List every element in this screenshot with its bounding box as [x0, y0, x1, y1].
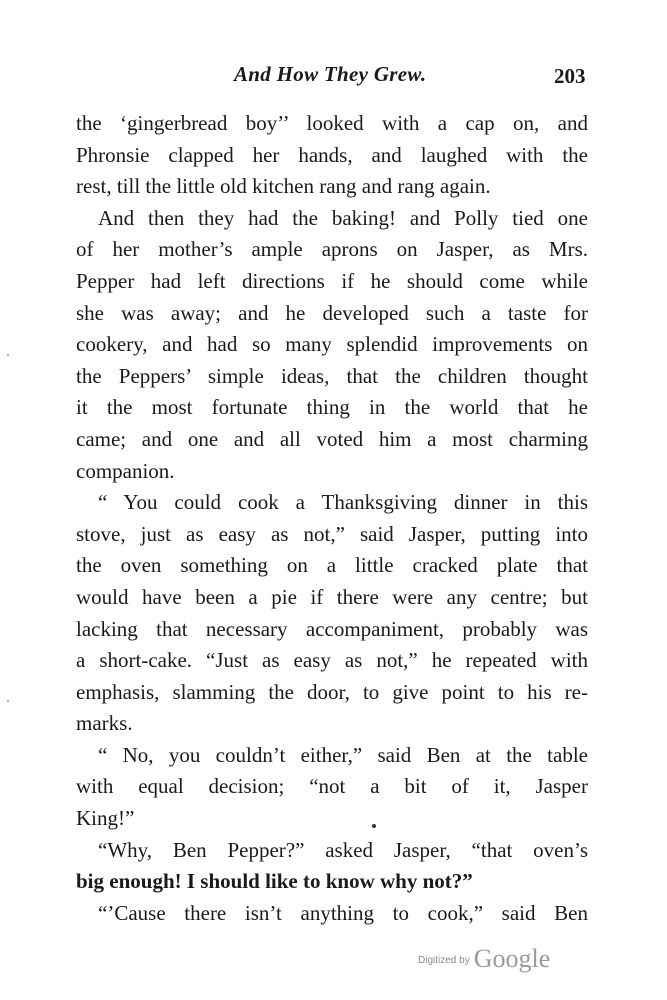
- text-line: Phronsie clapped her hands, and laughed with the: [76, 142, 588, 167]
- text-line: would have been a pie if there were any centre; but: [76, 584, 588, 609]
- text-line: King!”: [76, 806, 135, 831]
- digitized-by-watermark: [418, 944, 550, 974]
- text-line: it the most fortunate thing in the world that he: [76, 395, 588, 420]
- text-line: emphasis, slamming the door, to give point to his re-: [76, 679, 588, 704]
- page-number: 203: [554, 64, 586, 88]
- text-line: the oven something on a little cracked plate that: [76, 553, 588, 578]
- text-line: a short-cake. “Just as easy as not,” he repeated with: [76, 648, 588, 673]
- text-line: lacking that necessary accompaniment, probably was: [76, 616, 588, 641]
- watermark-prefix: Digitized by: [418, 955, 470, 966]
- text-line: the ‘gingerbread boy’’ looked with a cap on, and: [76, 111, 588, 135]
- text-line: marks.: [76, 711, 133, 736]
- running-title: And How They Grew.: [234, 62, 427, 86]
- google-logo: Google: [473, 944, 551, 973]
- paragraph-first-line: “ No, you couldn’t either,” said Ben at the table: [98, 742, 588, 767]
- paragraph-first-line: “Why, Ben Pepper?” asked Jasper, “that oven’s: [98, 837, 588, 862]
- paragraph-first-line: And then they had the baking! and Polly tied one: [98, 205, 588, 230]
- text-line: Pepper had left directions if he should come while: [76, 268, 588, 293]
- text-line: stove, just as easy as not,” said Jasper, putting into: [76, 521, 588, 546]
- ink-speck: [372, 824, 376, 828]
- paragraph-first-line: “’Cause there isn’t anything to cook,” said Ben: [98, 900, 588, 925]
- body-text: [76, 108, 588, 929]
- text-line: rest, till the little old kitchen rang and rang again.: [76, 174, 491, 199]
- ink-speck: [7, 700, 9, 702]
- text-line: came; and one and all voted him a most charming: [76, 426, 588, 451]
- text-line: the Peppers’ simple ideas, that the children thought: [76, 363, 588, 388]
- text-line: of her mother’s ample aprons on Jasper, as Mrs.: [76, 237, 588, 262]
- text-line: companion.: [76, 458, 175, 483]
- text-line: she was away; and he developed such a taste for: [76, 300, 588, 325]
- paragraph-first-line: “ You could cook a Thanksgiving dinner in this: [98, 490, 588, 515]
- text-line: with equal decision; “not a bit of it, Jasper: [76, 774, 588, 799]
- text-line: cookery, and had so many splendid improvements on: [76, 332, 588, 357]
- ink-speck: [7, 354, 9, 356]
- text-line: big enough! I should like to know why not?”: [76, 869, 473, 894]
